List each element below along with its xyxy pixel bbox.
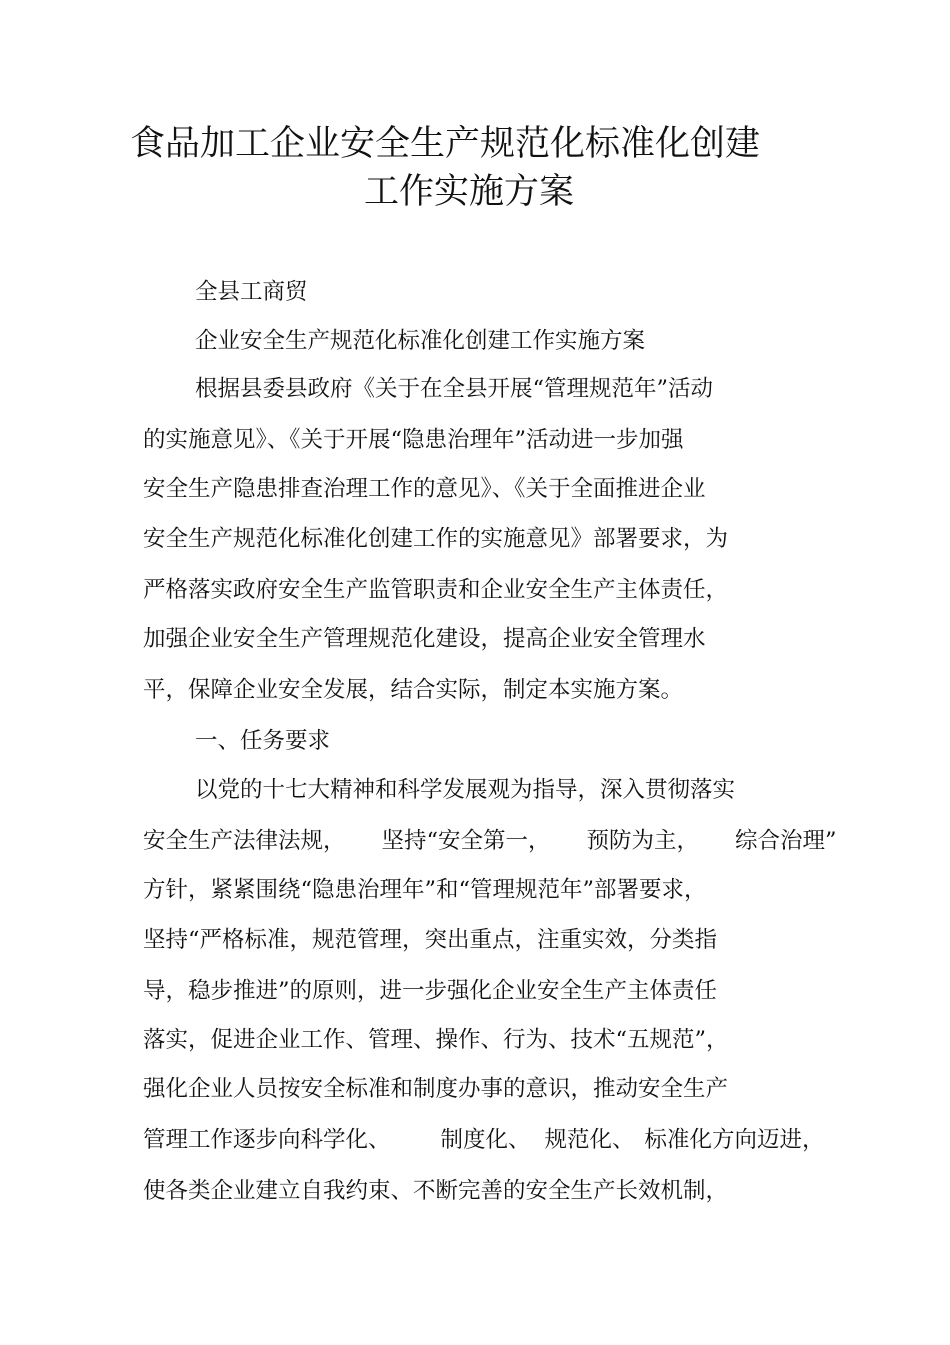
document-title-line-1: 食品加工企业安全生产规范化标准化创建 <box>129 124 760 164</box>
body-line: 落实，促进企业工作、管理、操作、行为、技术“五规范”， <box>143 1027 729 1053</box>
body-line: 方针，紧紧围绕“隐患治理年”和“管理规范年”部署要求， <box>143 877 707 903</box>
body-line-part: 规范化、 <box>544 1127 635 1153</box>
section-heading: 一、任务要求 <box>195 728 331 754</box>
body-line: 安全生产隐患排查治理工作的意见》、《关于全面推进企业 <box>143 476 706 502</box>
body-line: 企业安全生产规范化标准化创建工作实施方案 <box>195 328 646 354</box>
body-line: 安全生产规范化标准化创建工作的实施意见》部署要求，为 <box>143 526 729 552</box>
body-line-part: 预防为主， <box>586 828 700 854</box>
body-line-part: 标准化方向迈进， <box>644 1127 825 1153</box>
body-line-part: 安全生产法律法规， <box>143 828 346 854</box>
body-line: 的实施意见》、《关于开展“隐患治理年”活动进一步加强 <box>143 427 684 453</box>
body-line: 根据县委县政府《关于在全县开展“管理规范年”活动 <box>195 376 714 402</box>
body-line-part: 坚持“安全第一， <box>381 828 551 854</box>
body-line-part: 综合治理” <box>735 828 837 854</box>
body-line: 坚持“严格标准，规范管理，突出重点，注重实效，分类指 <box>143 927 718 953</box>
body-line <box>143 1125 825 1155</box>
body-line: 导，稳步推进”的原则，进一步强化企业安全生产主体责任 <box>143 978 718 1004</box>
body-line-part: 制度化、 <box>440 1127 531 1153</box>
body-line: 严格落实政府安全生产监管职责和企业安全生产主体责任， <box>143 577 729 603</box>
body-line-part: 管理工作逐步向科学化、 <box>143 1127 391 1153</box>
body-line <box>143 826 837 856</box>
document-title-line-2: 工作实施方案 <box>363 172 574 212</box>
body-line: 强化企业人员按安全标准和制度办事的意识，推动安全生产 <box>143 1076 729 1102</box>
body-line: 平，保障企业安全发展，结合实际，制定本实施方案。 <box>143 677 684 703</box>
body-line: 加强企业安全生产管理规范化建设，提高企业安全管理水 <box>143 626 706 652</box>
body-line: 全县工商贸 <box>195 279 308 305</box>
body-line: 以党的十七大精神和科学发展观为指导，深入贯彻落实 <box>195 777 736 803</box>
body-line: 使各类企业建立自我约束、不断完善的安全生产长效机制， <box>143 1178 729 1204</box>
